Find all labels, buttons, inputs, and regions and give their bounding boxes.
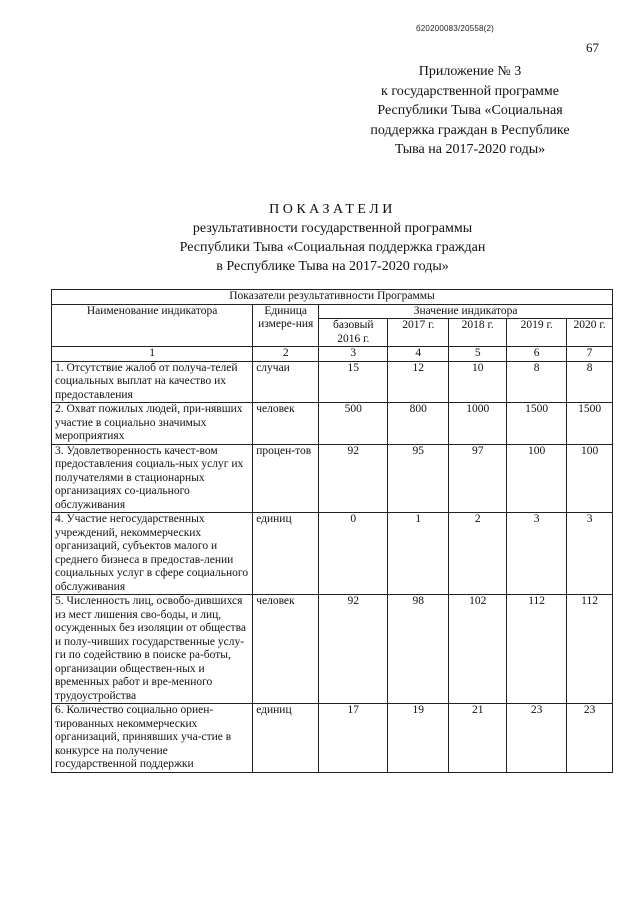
indicator-unit: человек	[253, 595, 319, 704]
table-row	[52, 704, 613, 773]
table-row	[52, 361, 613, 403]
indicators-table	[51, 289, 613, 773]
indicator-value: 97	[449, 444, 507, 513]
column-number: 5	[449, 347, 507, 362]
appendix-line: Республики Тыва «Социальная	[377, 103, 563, 118]
indicator-name: 1. Отсутствие жалоб от получа-телей социальных выплат на качество их предоставления	[52, 361, 253, 403]
indicator-value: 0	[319, 513, 388, 595]
header-base: базовый 2016 г.	[319, 319, 388, 347]
column-number-row	[52, 347, 613, 362]
column-number: 2	[253, 347, 319, 362]
indicator-value: 800	[388, 403, 449, 445]
indicator-value: 1500	[567, 403, 613, 445]
header-2019: 2019 г.	[507, 319, 567, 347]
title-line: результативности государственной программы	[192, 221, 473, 236]
indicator-value: 17	[319, 704, 388, 773]
indicator-value: 100	[567, 444, 613, 513]
indicator-value: 21	[449, 704, 507, 773]
header-2017: 2017 г.	[388, 319, 449, 347]
column-number: 6	[507, 347, 567, 362]
indicator-value: 500	[319, 403, 388, 445]
table-row	[52, 444, 613, 513]
indicator-name: 2. Охват пожилых людей, при-нявших участие в социально значимых мероприятиях	[52, 403, 253, 445]
indicator-name: 6. Количество социально ориен-тированных некоммерческих организаций, принявших уча-стие в конкурсе на получение государственной поддержки	[52, 704, 253, 773]
indicator-value: 8	[567, 361, 613, 403]
indicator-value: 19	[388, 704, 449, 773]
header-unit: Единица измере-ния	[253, 304, 319, 347]
appendix-line: поддержка граждан в Республике	[370, 122, 570, 138]
indicator-value: 15	[319, 361, 388, 403]
indicator-value: 23	[567, 704, 613, 773]
indicator-name: 3. Удовлетворенность качест-вом предоставления социаль-ных услуг их получателями в стационарных организациях со-циального обслуживания	[52, 444, 253, 513]
header-name: Наименование индикатора	[52, 304, 253, 347]
indicator-value: 3	[507, 513, 567, 595]
header-values: Значение индикатора	[319, 304, 613, 319]
indicator-unit: единиц	[253, 513, 319, 595]
page-number: 67	[586, 40, 599, 55]
header-2018: 2018 г.	[449, 319, 507, 347]
title-line: в Республике Тыва на 2017-2020 годы»	[216, 259, 449, 274]
indicator-value: 1	[388, 513, 449, 595]
table-row	[52, 403, 613, 445]
indicator-value: 112	[507, 595, 567, 704]
indicator-value: 95	[388, 444, 449, 513]
indicator-value: 92	[319, 444, 388, 513]
document-title	[100, 200, 565, 276]
column-number: 1	[52, 347, 253, 362]
column-number: 4	[388, 347, 449, 362]
indicator-value: 10	[449, 361, 507, 403]
document-code: б20200083/20558(2)	[416, 24, 495, 33]
title-line: Республики Тыва «Социальная поддержка граждан	[179, 240, 486, 255]
column-number: 3	[319, 347, 388, 362]
indicator-unit: процен-тов	[253, 444, 319, 513]
table-row	[52, 595, 613, 704]
indicator-unit: случаи	[253, 361, 319, 403]
indicator-value: 1500	[507, 403, 567, 445]
header-2020: 2020 г.	[567, 319, 613, 347]
indicator-value: 12	[388, 361, 449, 403]
indicator-name: 5. Численность лиц, освобо-дившихся из мест лишения сво-боды, и лиц, осужденных без изоляции от общества и полу-чивших государственные услу-ги по содействию в поиске ра-боты, организации обществен-ных и временных работ и вре-менного трудоустройства	[52, 595, 253, 704]
appendix-line: к государственной программе	[381, 83, 559, 99]
indicator-name: 4. Участие негосударственных учреждений, некоммерческих организаций, субъектов малого и среднего бизнеса в предостав-лении социальных услуг в сфере социального обслуживания	[52, 513, 253, 595]
table-caption: Показатели результативности Программы	[52, 290, 613, 305]
table-caption-row	[52, 290, 613, 305]
indicator-value: 2	[449, 513, 507, 595]
indicator-value: 23	[507, 704, 567, 773]
appendix-line: Тыва на 2017-2020 годы»	[394, 142, 546, 157]
table-row	[52, 513, 613, 595]
indicator-unit: человек	[253, 403, 319, 445]
title-heading: ПОКАЗАТЕЛИ	[269, 202, 396, 217]
table-header-row	[52, 304, 613, 319]
column-number: 7	[567, 347, 613, 362]
indicator-value: 92	[319, 595, 388, 704]
indicator-value: 8	[507, 361, 567, 403]
indicator-value: 3	[567, 513, 613, 595]
indicator-value: 98	[388, 595, 449, 704]
indicator-unit: единиц	[253, 704, 319, 773]
indicator-value: 100	[507, 444, 567, 513]
indicator-value: 102	[449, 595, 507, 704]
indicator-value: 112	[567, 595, 613, 704]
indicator-value: 1000	[449, 403, 507, 445]
appendix-block	[340, 62, 600, 160]
appendix-line: Приложение № 3	[418, 64, 522, 79]
